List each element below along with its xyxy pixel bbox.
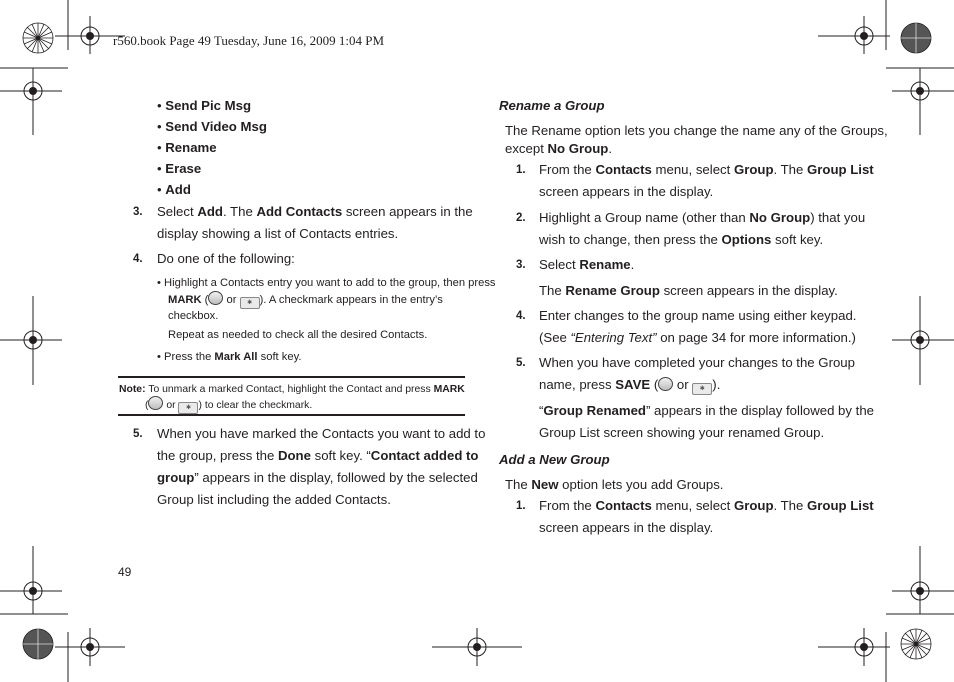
step-5-text: When you have marked the Contacts you want to add to the group, press the Done soft key. “Contact added to group” appears in the display, followed by the selected Group list including the added Contacts. bbox=[157, 426, 486, 507]
step-number: 2. bbox=[516, 212, 526, 224]
list-item: • Erase bbox=[157, 161, 202, 176]
step-number: 3. bbox=[133, 206, 143, 218]
rename-step-1: From the Contacts menu, select Group. The Group List screen appears in the display. bbox=[539, 162, 874, 199]
softkey-icon: ✱ bbox=[692, 383, 712, 395]
add-group-heading: Add a New Group bbox=[499, 452, 610, 467]
step-number: 4. bbox=[516, 310, 526, 322]
softkey-icon: ✱ bbox=[240, 297, 260, 309]
note-rule-bottom bbox=[118, 414, 465, 416]
sub-bullet-mark-all: • Press the Mark All soft key. bbox=[157, 351, 302, 363]
nav-key-icon bbox=[658, 377, 673, 391]
rename-step-5-result: “Group Renamed” appears in the display followed by the Group List screen showing your renamed Group. bbox=[539, 403, 874, 440]
bullet-list bbox=[157, 95, 267, 200]
step-number: 1. bbox=[516, 500, 526, 512]
sub-bullet-highlight: • Highlight a Contacts entry you want to add to the group, then press MARK ( or ✱ ). A checkmark appears in the entry’s checkbox. bbox=[157, 277, 496, 322]
rename-step-5: When you have completed your changes to the Group name, press SAVE ( or ✱ ). bbox=[539, 352, 855, 396]
nav-key-icon bbox=[148, 396, 163, 410]
softkey-icon: ✱ bbox=[178, 402, 198, 414]
rename-step-3: Select Rename. bbox=[539, 257, 635, 272]
add-step-1: From the Contacts menu, select Group. The Group List screen appears in the display. bbox=[539, 498, 874, 535]
step-number: 4. bbox=[133, 253, 143, 265]
step-number: 3. bbox=[516, 259, 526, 271]
list-item: • Send Pic Msg bbox=[157, 98, 252, 113]
step-number: 5. bbox=[516, 357, 526, 369]
nav-key-icon bbox=[208, 291, 223, 305]
header-slug: r560.book Page 49 Tuesday, June 16, 2009 1:04 PM bbox=[113, 33, 385, 48]
rename-group-heading: Rename a Group bbox=[499, 98, 605, 113]
note-box: Note: To unmark a marked Contact, highlight the Contact and press MARK ( or ✱ ) to clear the checkmark. bbox=[119, 383, 465, 414]
rename-step-4: Enter changes to the group name using either keypad. (See “Entering Text” on page 34 for more information.) bbox=[539, 308, 857, 345]
step-number: 1. bbox=[516, 164, 526, 176]
list-item: • Add bbox=[157, 182, 191, 197]
page-number: 49 bbox=[118, 565, 132, 579]
step-4-text: Do one of the following: bbox=[157, 251, 295, 266]
step-3-text: Select Add. The Add Contacts screen appears in the display showing a list of Contacts entries. bbox=[157, 204, 473, 241]
add-intro: The New option lets you add Groups. bbox=[505, 477, 724, 492]
list-item: • Rename bbox=[157, 140, 217, 155]
rename-step-3-result: The Rename Group screen appears in the display. bbox=[539, 283, 838, 298]
list-item: • Send Video Msg bbox=[157, 119, 267, 134]
repeat-instruction: Repeat as needed to check all the desired Contacts. bbox=[168, 329, 428, 341]
note-rule-top bbox=[118, 376, 465, 378]
rename-step-2: Highlight a Group name (other than No Group) that you wish to change, then press the Options soft key. bbox=[539, 210, 866, 247]
rename-intro: The Rename option lets you change the name any of the Groups, except No Group. bbox=[505, 123, 888, 156]
step-number: 5. bbox=[133, 428, 143, 440]
